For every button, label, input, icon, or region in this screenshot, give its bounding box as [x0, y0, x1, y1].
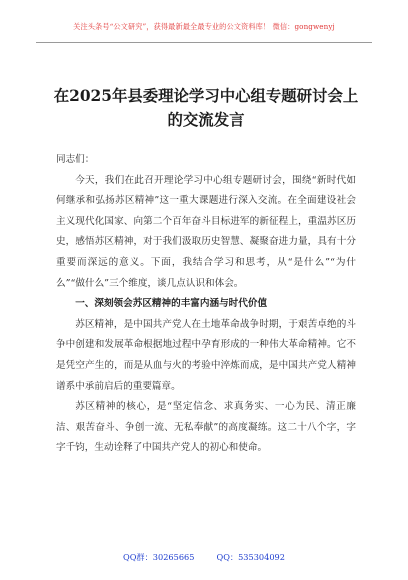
- section-paragraph: 苏区精神，是中国共产党人在土地革命战争时期，于艰苦卓绝的斗争中创建和发展革命根据地过程中孕育形成的一种伟大革命精神。它不是凭空产生的，而是从血与火的考验中淬炼而成，是中国共产党人精神谱系中承前启后的重要篇章。: [56, 318, 356, 392]
- header-notice: 关注头条号“公文研究”，获得最新最全最专业的公文资料库！ 微信：gongwenyj: [73, 22, 335, 31]
- document-body: [56, 150, 356, 459]
- section-paragraph: 苏区精神的核心，是“坚定信念、求真务实、一心为民、清正廉洁、艰苦奋斗、争创一流、无私奉献”的高度凝练。这二十八个字，字字千钧，生动诠释了中国共产党人的初心和使命。: [56, 401, 356, 454]
- section-heading: 一、深刻领会苏区精神的丰富内涵与时代价值: [75, 298, 268, 310]
- qq-number: QQ：535304092: [216, 552, 285, 562]
- qq-group-number: QQ群：30265665: [123, 552, 195, 562]
- footer-contacts: [0, 552, 408, 563]
- salutation: 同志们：: [56, 154, 95, 165]
- header-divider: [36, 42, 372, 43]
- intro-paragraph: 今天，我们在此召开理论学习中心组专题研讨会，围绕“新时代如何继承和弘扬苏区精神”这一重大课题进行深入交流。在全面建设社会主义现代化国家、向第二个百年奋斗目标进军的新征程上，重温苏区历史，感悟苏区精神，对于我们汲取历史智慧、凝聚奋进力量，具有十分重要而深远的意义。下面，我结合学习和思考，从“是什么”“为什么”“做什么”三个维度，谈几点认识和体会。: [56, 174, 356, 289]
- document-title: 在2025年县委理论学习中心组专题研讨会上的交流发言: [53, 87, 359, 129]
